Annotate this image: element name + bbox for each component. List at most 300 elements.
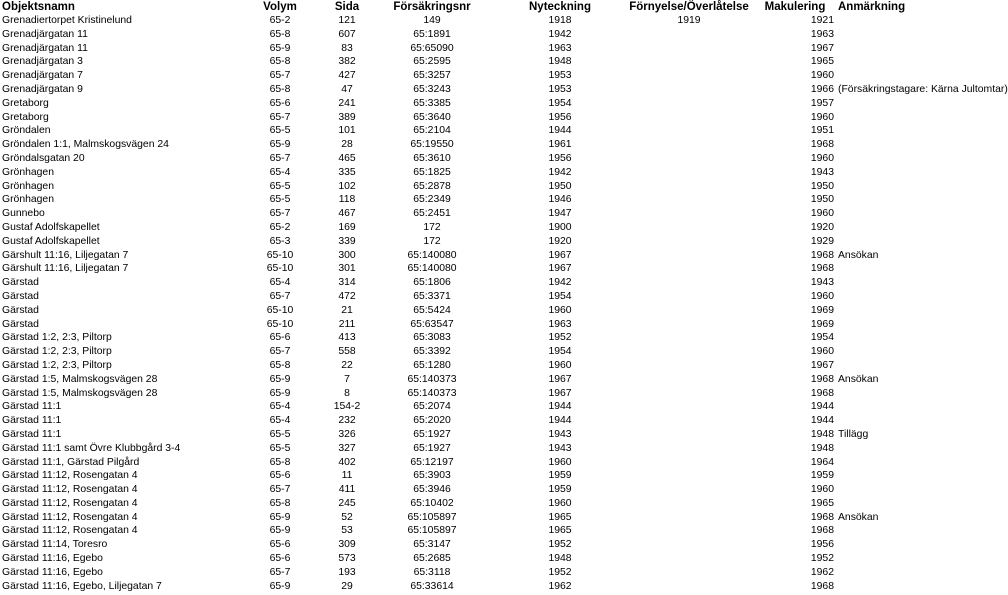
cell-volym: 65-4: [269, 277, 291, 289]
cell-volym: 65-7: [269, 111, 291, 123]
cell-makulering: 1960: [810, 346, 834, 358]
cell-objektsnamn: Gunnebo: [2, 208, 45, 220]
cell-fornyelse: [624, 193, 754, 207]
cell-fornyelse: [624, 538, 754, 552]
cell-anmarkning: [836, 166, 960, 180]
cell-sida: 102: [338, 180, 356, 192]
table-row: [0, 276, 960, 290]
cell-nyteckning: 1965: [548, 525, 572, 537]
cell-anmarkning: [836, 456, 960, 470]
cell-fornyelse: [624, 483, 754, 497]
cell-anmarkning: [836, 552, 960, 566]
cell-objektsnamn: Gärstad: [2, 290, 39, 302]
cell-makulering: 1929: [810, 235, 834, 247]
cell-anmarkning: [836, 331, 960, 345]
cell-anmarkning: [836, 180, 960, 194]
cell-nyteckning: 1918: [548, 15, 572, 26]
cell-makulering: 1951: [810, 125, 834, 137]
table-row: [0, 124, 960, 138]
cell-forsakringsnr: 65:1927: [413, 428, 451, 440]
cell-makulering: 1956: [810, 539, 834, 551]
cell-forsakringsnr: 149: [423, 15, 441, 26]
cell-fornyelse: [624, 276, 754, 290]
cell-makulering: 1968: [810, 525, 834, 537]
cell-nyteckning: 1952: [548, 332, 572, 344]
cell-forsakringsnr: 65:2451: [413, 208, 451, 220]
cell-makulering: 1968: [810, 373, 834, 385]
cell-objektsnamn: Gärstad 11:16, Egebo: [2, 566, 103, 578]
cell-nyteckning: 1961: [548, 139, 572, 151]
table-row: [0, 111, 960, 125]
cell-makulering: 1968: [810, 580, 834, 592]
cell-sida: 402: [338, 456, 356, 468]
cell-nyteckning: 1963: [548, 42, 572, 54]
table-row: [0, 180, 960, 194]
cell-volym: 65-8: [269, 83, 291, 95]
table-row: [0, 166, 960, 180]
cell-forsakringsnr: 65:105897: [407, 525, 457, 537]
cell-objektsnamn: Gärstad 1:2, 2:3, Piltorp: [2, 346, 112, 358]
cell-makulering: 1965: [810, 56, 834, 68]
cell-makulering: 1943: [810, 277, 834, 289]
cell-nyteckning: 1948: [548, 553, 572, 565]
cell-volym: 65-2: [269, 221, 291, 233]
cell-objektsnamn: Gretaborg: [2, 111, 49, 123]
cell-sida: 83: [341, 42, 353, 54]
cell-forsakringsnr: 65:3083: [413, 332, 451, 344]
cell-fornyelse: [624, 304, 754, 318]
cell-nyteckning: 1943: [548, 442, 572, 454]
cell-forsakringsnr: 65:10402: [410, 497, 454, 509]
cell-makulering: 1920: [810, 221, 834, 233]
cell-makulering: 1957: [810, 97, 834, 109]
cell-anmarkning: [836, 124, 960, 138]
cell-nyteckning: 1944: [548, 415, 572, 427]
cell-sida: 118: [338, 194, 356, 206]
cell-forsakringsnr: 65:63547: [410, 318, 454, 330]
cell-makulering: 1969: [810, 304, 834, 316]
cell-sida: 389: [338, 111, 356, 123]
cell-forsakringsnr: 65:1825: [413, 166, 451, 178]
cell-nyteckning: 1954: [548, 97, 572, 109]
cell-nyteckning: 1967: [548, 373, 572, 385]
cell-nyteckning: 1950: [548, 180, 572, 192]
cell-anmarkning: [836, 483, 960, 497]
cell-fornyelse: [624, 69, 754, 83]
cell-objektsnamn: Gärstad 11:12, Rosengatan 4: [2, 525, 138, 537]
cell-objektsnamn: Gustaf Adolfskapellet: [2, 235, 100, 247]
cell-makulering: 1965: [810, 497, 834, 509]
cell-sida: 427: [338, 70, 356, 82]
cell-fornyelse: [624, 318, 754, 332]
cell-forsakringsnr: 65:3257: [413, 70, 451, 82]
cell-objektsnamn: Grenadjärgatan 11: [2, 28, 88, 40]
cell-anmarkning: Ansökan: [838, 373, 879, 385]
cell-makulering: 1954: [810, 332, 834, 344]
cell-objektsnamn: Gärstad: [2, 277, 39, 289]
cell-objektsnamn: Gärstad: [2, 304, 39, 316]
cell-volym: 65-8: [269, 359, 291, 371]
cell-volym: 65-7: [269, 566, 291, 578]
header-sida: Sida: [334, 1, 360, 13]
table-row: [0, 580, 960, 594]
cell-fornyelse: [624, 387, 754, 401]
cell-forsakringsnr: 65:3640: [413, 111, 451, 123]
header-objektsnamn: Objektsnamn: [2, 1, 75, 13]
cell-fornyelse: [624, 524, 754, 538]
cell-sida: 101: [338, 125, 356, 137]
cell-sida: 309: [338, 539, 356, 551]
cell-makulering: 1960: [810, 111, 834, 123]
cell-forsakringsnr: 65:1927: [413, 442, 451, 454]
cell-sida: 465: [338, 152, 356, 164]
cell-sida: 232: [338, 415, 356, 427]
table-row: [0, 442, 960, 456]
cell-volym: 65-10: [266, 263, 294, 275]
cell-anmarkning: [836, 28, 960, 42]
cell-volym: 65-9: [269, 511, 291, 523]
cell-sida: 607: [338, 28, 356, 40]
cell-fornyelse: [624, 566, 754, 580]
cell-anmarkning: [836, 152, 960, 166]
table-row: [0, 207, 960, 221]
cell-forsakringsnr: 65:3903: [413, 470, 451, 482]
cell-sida: 22: [341, 359, 353, 371]
cell-volym: 65-9: [269, 139, 291, 151]
cell-volym: 65-4: [269, 401, 291, 413]
cell-fornyelse: [624, 138, 754, 152]
cell-nyteckning: 1942: [548, 277, 572, 289]
cell-nyteckning: 1965: [548, 511, 572, 523]
cell-fornyelse: [624, 221, 754, 235]
cell-fornyelse: [624, 469, 754, 483]
cell-forsakringsnr: 172: [423, 221, 441, 233]
cell-anmarkning: [836, 42, 960, 56]
cell-nyteckning: 1942: [548, 166, 572, 178]
cell-anmarkning: [836, 111, 960, 125]
cell-forsakringsnr: 65:3392: [413, 346, 451, 358]
cell-nyteckning: 1956: [548, 111, 572, 123]
cell-forsakringsnr: 65:5424: [413, 304, 451, 316]
cell-forsakringsnr: 65:2349: [413, 194, 451, 206]
cell-fornyelse: [624, 83, 754, 97]
header-volym: Volym: [263, 1, 297, 13]
cell-forsakringsnr: 65:140373: [407, 373, 457, 385]
cell-nyteckning: 1960: [548, 304, 572, 316]
table-row: [0, 497, 960, 511]
table-row: [0, 387, 960, 401]
cell-objektsnamn: Grenadjärgatan 3: [2, 56, 83, 68]
cell-anmarkning: [836, 524, 960, 538]
cell-nyteckning: 1960: [548, 497, 572, 509]
cell-sida: 193: [338, 566, 356, 578]
cell-volym: 65-6: [269, 470, 291, 482]
cell-anmarkning: [836, 221, 960, 235]
cell-fornyelse: [624, 442, 754, 456]
cell-objektsnamn: Grönhagen: [2, 166, 54, 178]
cell-makulering: 1948: [810, 428, 834, 440]
cell-objektsnamn: Gärstad 1:2, 2:3, Piltorp: [2, 332, 112, 344]
cell-objektsnamn: Gärstad 11:1, Gärstad Pilgård: [2, 456, 140, 468]
header-nyteckning: Nyteckning: [529, 1, 591, 13]
cell-nyteckning: 1967: [548, 249, 572, 261]
cell-volym: 65-5: [269, 125, 291, 137]
cell-sida: 411: [338, 484, 356, 496]
cell-volym: 65-4: [269, 415, 291, 427]
cell-volym: 65-7: [269, 290, 291, 302]
cell-fornyelse: [624, 55, 754, 69]
cell-anmarkning: [836, 387, 960, 401]
cell-objektsnamn: Gröndalen 1:1, Malmskogsvägen 24: [2, 139, 169, 151]
cell-objektsnamn: Gärstad 11:1: [2, 415, 62, 427]
cell-nyteckning: 1967: [548, 387, 572, 399]
cell-volym: 65-3: [269, 235, 291, 247]
cell-forsakringsnr: 65:2104: [413, 125, 451, 137]
cell-fornyelse: [624, 497, 754, 511]
cell-makulering: 1967: [810, 359, 834, 371]
cell-nyteckning: 1942: [548, 28, 572, 40]
cell-fornyelse: [624, 207, 754, 221]
cell-nyteckning: 1953: [548, 70, 572, 82]
cell-anmarkning: Tillägg: [838, 428, 869, 440]
cell-anmarkning: (Försäkringstagare: Kärna Jultomtar): [838, 83, 1008, 95]
cell-anmarkning: [836, 14, 960, 28]
cell-sida: 327: [338, 442, 356, 454]
cell-objektsnamn: Grönhagen: [2, 194, 54, 206]
cell-forsakringsnr: 65:3371: [413, 290, 451, 302]
cell-fornyelse: [624, 400, 754, 414]
cell-forsakringsnr: 65:33614: [410, 580, 454, 592]
cell-sida: 413: [338, 332, 356, 344]
header-makulering: Makulering: [764, 1, 826, 13]
cell-objektsnamn: Grenadjärgatan 7: [2, 70, 83, 82]
cell-volym: 65-9: [269, 387, 291, 399]
cell-anmarkning: Ansökan: [838, 249, 879, 261]
cell-forsakringsnr: 65:2020: [413, 415, 451, 427]
cell-objektsnamn: Gärstad 11:1: [2, 428, 62, 440]
cell-fornyelse: [624, 359, 754, 373]
table-row: [0, 55, 960, 69]
cell-nyteckning: 1900: [548, 221, 572, 233]
cell-fornyelse: [624, 111, 754, 125]
cell-forsakringsnr: 65:2595: [413, 56, 451, 68]
cell-anmarkning: [836, 442, 960, 456]
cell-objektsnamn: Gärstad 11:12, Rosengatan 4: [2, 511, 138, 523]
cell-nyteckning: 1960: [548, 456, 572, 468]
cell-forsakringsnr: 65:2878: [413, 180, 451, 192]
table-row: [0, 469, 960, 483]
cell-objektsnamn: Grönhagen: [2, 180, 54, 192]
cell-nyteckning: 1944: [548, 125, 572, 137]
cell-forsakringsnr: 65:2685: [413, 553, 451, 565]
cell-volym: 65-9: [269, 42, 291, 54]
cell-nyteckning: 1944: [548, 401, 572, 413]
cell-objektsnamn: Grenadjärgatan 11: [2, 42, 88, 54]
table-row: [0, 152, 960, 166]
cell-forsakringsnr: 65:140080: [407, 249, 457, 261]
cell-sida: 573: [338, 553, 356, 565]
cell-anmarkning: [836, 538, 960, 552]
cell-sida: 211: [338, 318, 356, 330]
cell-objektsnamn: Gärstad 11:1 samt Övre Klubbgård 3-4: [2, 442, 181, 454]
cell-volym: 65-8: [269, 497, 291, 509]
cell-sida: 382: [338, 56, 356, 68]
table-row: [0, 304, 960, 318]
cell-forsakringsnr: 65:1806: [413, 277, 451, 289]
cell-fornyelse: [624, 28, 754, 42]
cell-nyteckning: 1954: [548, 290, 572, 302]
cell-sida: 241: [338, 97, 356, 109]
cell-anmarkning: Ansökan: [838, 511, 879, 523]
cell-volym: 65-6: [269, 553, 291, 565]
cell-objektsnamn: Gärshult 11:16, Liljegatan 7: [2, 249, 129, 261]
cell-anmarkning: [836, 359, 960, 373]
table-row: [0, 97, 960, 111]
table-row: [0, 235, 960, 249]
cell-sida: 7: [344, 373, 350, 385]
cell-forsakringsnr: 65:140373: [407, 387, 457, 399]
cell-sida: 154-2: [333, 401, 361, 413]
cell-nyteckning: 1947: [548, 208, 572, 220]
cell-makulering: 1950: [810, 180, 834, 192]
cell-nyteckning: 1967: [548, 263, 572, 275]
cell-makulering: 1952: [810, 553, 834, 565]
cell-sida: 558: [338, 346, 356, 358]
cell-forsakringsnr: 65:3118: [413, 566, 451, 578]
table-row: [0, 318, 960, 332]
cell-makulering: 1966: [810, 83, 834, 95]
cell-anmarkning: [836, 138, 960, 152]
cell-sida: 472: [338, 290, 356, 302]
cell-forsakringsnr: 65:140080: [407, 263, 457, 275]
cell-objektsnamn: Gretaborg: [2, 97, 49, 109]
cell-anmarkning: [836, 235, 960, 249]
cell-fornyelse: [624, 414, 754, 428]
cell-volym: 65-6: [269, 539, 291, 551]
table-row: [0, 345, 960, 359]
table-row: [0, 428, 960, 442]
cell-nyteckning: 1948: [548, 56, 572, 68]
cell-makulering: 1964: [810, 456, 834, 468]
cell-objektsnamn: Grenadiertorpet Kristinelund: [2, 15, 132, 26]
cell-anmarkning: [836, 318, 960, 332]
cell-fornyelse: [624, 428, 754, 442]
cell-fornyelse: [624, 42, 754, 56]
cell-sida: 467: [338, 208, 356, 220]
cell-fornyelse: [624, 456, 754, 470]
cell-sida: 52: [341, 511, 353, 523]
cell-forsakringsnr: 65:3243: [413, 83, 451, 95]
cell-anmarkning: [836, 290, 960, 304]
table-row: [0, 69, 960, 83]
cell-nyteckning: 1956: [548, 152, 572, 164]
cell-volym: 65-7: [269, 152, 291, 164]
cell-anmarkning: [836, 566, 960, 580]
table-row: [0, 193, 960, 207]
cell-volym: 65-9: [269, 525, 291, 537]
cell-makulering: 1968: [810, 387, 834, 399]
cell-fornyelse: [624, 345, 754, 359]
cell-objektsnamn: Gärstad 11:12, Rosengatan 4: [2, 484, 138, 496]
cell-forsakringsnr: 65:65090: [410, 42, 454, 54]
cell-makulering: 1943: [810, 166, 834, 178]
cell-volym: 65-9: [269, 373, 291, 385]
table-row: [0, 290, 960, 304]
cell-makulering: 1950: [810, 194, 834, 206]
cell-makulering: 1968: [810, 263, 834, 275]
table-row: [0, 483, 960, 497]
table-row: [0, 14, 960, 28]
cell-anmarkning: [836, 469, 960, 483]
cell-anmarkning: [836, 55, 960, 69]
cell-nyteckning: 1959: [548, 484, 572, 496]
cell-objektsnamn: Gärstad 11:1: [2, 401, 62, 413]
cell-sida: 301: [338, 263, 356, 275]
cell-volym: 65-5: [269, 180, 291, 192]
cell-sida: 29: [341, 580, 353, 592]
table-row: [0, 262, 960, 276]
cell-anmarkning: [836, 262, 960, 276]
cell-volym: 65-8: [269, 28, 291, 40]
cell-objektsnamn: Gärstad 1:5, Malmskogsvägen 28: [2, 387, 158, 399]
cell-sida: 245: [338, 497, 356, 509]
cell-nyteckning: 1954: [548, 346, 572, 358]
table-row: [0, 414, 960, 428]
cell-anmarkning: [836, 414, 960, 428]
table-row: [0, 538, 960, 552]
cell-objektsnamn: Gärstad 11:16, Egebo: [2, 553, 103, 565]
cell-objektsnamn: Gärstad 11:12, Rosengatan 4: [2, 470, 138, 482]
cell-fornyelse: [624, 97, 754, 111]
cell-objektsnamn: Gärstad 1:5, Malmskogsvägen 28: [2, 373, 158, 385]
cell-makulering: 1960: [810, 152, 834, 164]
cell-anmarkning: [836, 207, 960, 221]
cell-volym: 65-6: [269, 332, 291, 344]
cell-forsakringsnr: 65:3147: [413, 539, 451, 551]
table-row: [0, 566, 960, 580]
cell-objektsnamn: Gröndalsgatan 20: [2, 152, 85, 164]
cell-sida: 21: [341, 304, 353, 316]
cell-forsakringsnr: 65:3610: [413, 152, 451, 164]
cell-volym: 65-5: [269, 428, 291, 440]
cell-nyteckning: 1962: [548, 580, 572, 592]
cell-makulering: 1944: [810, 415, 834, 427]
cell-sida: 300: [338, 249, 356, 261]
table-row: [0, 221, 960, 235]
cell-anmarkning: [836, 345, 960, 359]
cell-volym: 65-7: [269, 70, 291, 82]
cell-volym: 65-5: [269, 442, 291, 454]
cell-makulering: 1948: [810, 442, 834, 454]
cell-volym: 65-7: [269, 346, 291, 358]
cell-volym: 65-10: [266, 249, 294, 261]
cell-makulering: 1960: [810, 290, 834, 302]
table-row: [0, 331, 960, 345]
table-row: [0, 138, 960, 152]
cell-forsakringsnr: 65:3946: [413, 484, 451, 496]
cell-sida: 11: [341, 470, 353, 482]
cell-anmarkning: [836, 193, 960, 207]
cell-sida: 28: [341, 139, 353, 151]
cell-volym: 65-10: [266, 304, 294, 316]
cell-fornyelse: [624, 152, 754, 166]
cell-fornyelse: [624, 290, 754, 304]
table-row: [0, 400, 960, 414]
cell-fornyelse: 1919: [677, 15, 701, 26]
cell-forsakringsnr: 65:19550: [410, 139, 454, 151]
cell-nyteckning: 1959: [548, 470, 572, 482]
cell-sida: 326: [338, 428, 356, 440]
